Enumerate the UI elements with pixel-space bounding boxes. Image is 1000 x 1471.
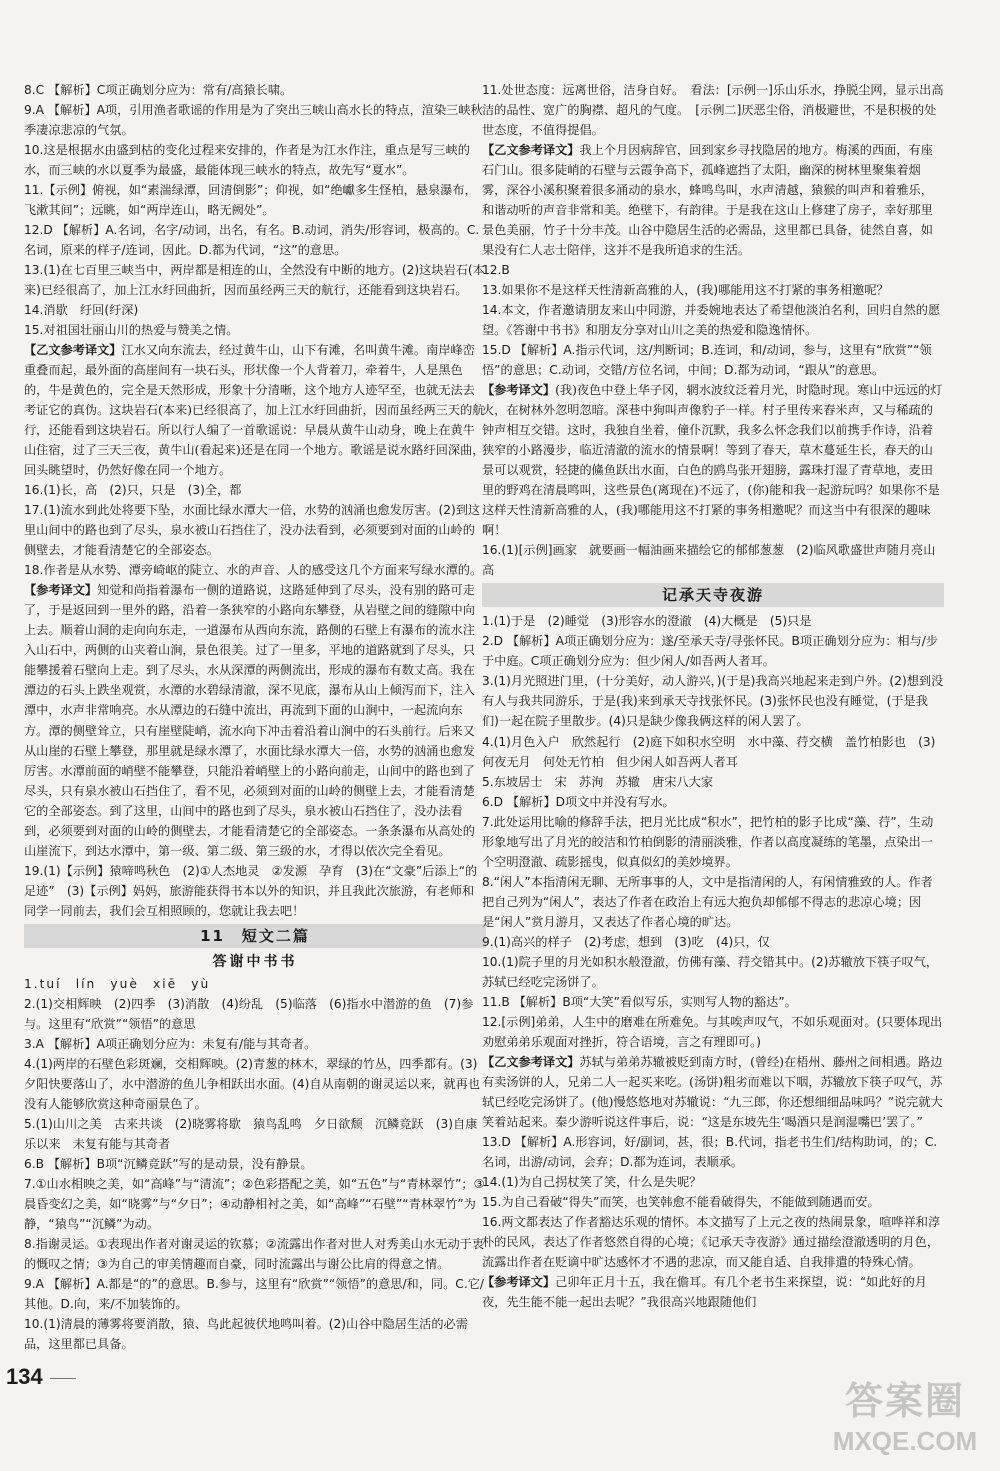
- translation-text: (我)夜色中登上华子冈，辋水波纹泛着月光，时隐时现。寒山中远远的灯火，在树林外忽明忽暗。深巷中狗叫声像豹子一样。村子里传来舂米声，又与稀疏的钟声相互交错。这时，我独自坐着，僮仆沉默，我多么怀念我们以前携手作诗，沿着狭窄的小路漫步，临近清澈的流水的情景啊！等到了春天，草木蔓延生长，春天的山景可以观赏，轻捷的鯈鱼跃出水面，白色的鸥鸟张开翅膀，露珠打湿了青草地，麦田里的野鸡在清晨鸣叫，这些景色(离现在)不远了，(你)能和我一起游玩吗？如果你不是这样天性清新高雅的人，(我)哪能用这不打紧的事务相邀呢？而这当中有很深的趣味啊！: [482, 383, 943, 538]
- answer-item: 8.指谢灵运。①表现出作者对谢灵运的钦慕；②流露出作者对世人对秀美山水无动于衷的慨叹之情；③为自己的审美情趣而自豪，同时流露出与谢公比肩的得意之情。: [24, 1236, 485, 1271]
- answer-item: 17.(1)流水到此处将要下坠，水面比绿水潭大一倍，水势的汹涌也愈发厉害。(2)到这里山间中的路也到了尽头，泉水被山石挡住了，没办法看到，必须要到对面的山岭的侧壁去，才能看清楚它的全部姿态。: [24, 503, 481, 558]
- reference-translation: [24, 340, 486, 480]
- answer-item: 15.对祖国壮丽山川的热爱与赞美之情。: [24, 323, 239, 338]
- reference-translation: [482, 380, 944, 540]
- translation-label: 【乙文参考译文】: [482, 143, 580, 158]
- translation-text: 己卯年正月十五，我在儋耳。有几个老书生来探望，说：“如此好的月夜，先生能不能一起出去呢？”我很高兴地跟随他们: [482, 1274, 927, 1309]
- answer-item: 19.(1)【示例】猿啼鸣秋色 (2)①人杰地灵 ②发源 孕育 (3)在“文豪”后添上“的足迹” (3)【示例】妈妈，旅游能获得书本以外的知识，并且我此次旅游，有老师和同学一同前去，我们会互相照顾的，您就让我去吧！: [24, 863, 478, 918]
- answer-item: 14.消歇 纡回(纡深): [24, 303, 139, 318]
- answer-item: 4.(1)两岸的石壁色彩斑斓，交相辉映。(2)青葱的林木，翠绿的竹丛，四季都有。(3)夕阳快要落山了，水中潜游的鱼儿争相跃出水面。(4)自从南朝的谢灵运以来，就再也没有人能够欣赏这种奇丽景色了。: [24, 1056, 481, 1111]
- answer-item: 16.(1)长，高 (2)只，只是 (3)全，都: [24, 483, 242, 498]
- answer-item: 13.D 【解析】A.形容词，好/副词，甚，很；B.代词，指老书生们/结构助词，的；C.名词，出游/动词，会弃；D.都为连词，表顺承。: [482, 1134, 938, 1169]
- section-title: 11 短文二篇: [24, 924, 486, 948]
- answer-item: 14.本文，作者邀请朋友来山中同游，并委婉地表达了希望他淡泊名利，回归自然的愿望。《答谢中书书》和朋友分享对山川之美的热爱和隐逸情怀。: [482, 303, 941, 338]
- translation-label: 【参考译文】: [482, 1274, 556, 1289]
- reference-translation: [482, 1052, 944, 1132]
- answer-item: 11.【示例】俯视，如“素湍绿潭，回清倒影”；仰视，如“绝巘多生怪柏，悬泉瀑布，飞漱其间”；远眺，如“两岸连山，略无阙处”。: [24, 183, 477, 218]
- answer-item: 8.C 【解析】C项正确划分应为：常有/高猿长啸。: [24, 83, 293, 97]
- reference-translation: [482, 1272, 944, 1312]
- answer-item: 16.(1)[示例]画家 就要画一幅油画来描绘它的郁郁葱葱 (2)临风歌盛世声随月亮山高: [482, 543, 936, 578]
- answer-item: 16.两文都表达了作者豁达乐观的情怀。本文描写了上元之夜的热闹景象，喧哗祥和淳朴的民风，表达了作者悠然自得的心境；《记承天寺夜游》通过描绘澄澈透明的月色，流露出作者在贬谪中旷达感怀才不遇的悲凉，而又能自适、自我排遣的特殊心情。: [482, 1214, 941, 1269]
- section-title: 记承天寺夜游: [482, 583, 944, 607]
- answer-item: 15.为自己看破“得失”而笑，也笑韩愈不能看破得失，不能做到随遇而安。: [482, 1194, 880, 1209]
- reference-translation: [482, 140, 944, 260]
- watermark-url: MXQE.COM: [832, 1426, 978, 1456]
- answer-item: 6.D 【解析】D项文中并没有写水。: [482, 794, 675, 809]
- translation-label: 【乙文参考译文】: [482, 1054, 580, 1069]
- answer-item: 10.(1)清晨的薄雾将要消散，猿、鸟此起彼伏地鸣叫着。(2)山谷中隐居生活的必需品，这里都已具备。: [24, 1316, 468, 1351]
- translation-label: 【参考译文】: [482, 383, 556, 398]
- answer-item: 9.A 【解析】A.都是“的”的意思。B.参与，这里有“欣赏”“领悟”的意思/和，同。C.它/其他。D.向，来/不加装饰的。: [24, 1276, 484, 1311]
- answer-item: 9.A 【解析】A项，引用渔者歌谣的作用是为了突出三峡山高水长的特点，渲染三峡秋季凄凉悲凉的气氛。: [24, 103, 483, 138]
- answer-item: 3.A 【解析】A项正确划分应为：未复有/能与其奇者。: [24, 1036, 317, 1051]
- translation-text: 江水又向东流去，经过黄牛山，山下有滩，名叫黄牛滩。南岸峰峦重叠而起，最外面的高崖间有一块石头，形状像一个人背着刀，牵着牛，人是黑色的，牛是黄色的，完全是天然形成，形象十分清晰，这个地方人迹罕至，也就无法去考证它的真伪。这块岩石(本来)已经很高了，加上江水纡回曲折，因而虽经两三天的航行，还能看到这块岩石。所以行人编了一首歌谣说：早晨从黄牛山动身，晚上在黄牛山住宿，过了三天三夜，黄牛山(看起来)还是在同一个地方。歌谣是说水路纡回深曲，回头眺望时，仍然好像在同一个地方。: [24, 343, 485, 478]
- answer-item: 5.东坡居士 宋 苏洵 苏辙 唐宋八大家: [482, 774, 714, 789]
- watermark-logo: [820, 1378, 990, 1468]
- answer-item: 4.(1)月色入户 欣然起行 (2)庭下如积水空明 水中藻、荇交横 盖竹柏影也 (3)何夜无月 何处无竹柏 但少闲人如吾两人者耳: [482, 734, 936, 769]
- answer-item: 11.处世态度：远离世俗，洁身自好。 看法：[示例一]乐山乐水，挣脱尘网，显示出高洁的品性、宽广的胸襟、超凡的气度。 [示例二]厌恶尘俗，消极避世，不是积极的处世态度，不值得提倡。: [482, 83, 944, 138]
- answer-item: 3.(1)月光照进门里，(十分美好，动人游兴，)(于是)我高兴地起来走到户外。(2)想到没有人与我共同游乐，于是(我)来到承天寺找张怀民。(3)张怀民也没有睡觉，(于是我们)一起在院子里散步。(4)只是缺少像我俩这样的闲人罢了。: [482, 674, 944, 729]
- answer-item: 14.(1)为自己拐杖笑了笑，什么是失呢？: [482, 1174, 702, 1189]
- translation-text: 我上个月因病辞官，回到家乡寻找隐居的地方。梅溪的西面，有座石门山。很多陡峭的石壁与云霞争高下，孤峰遮挡了太阳，幽深的树林里聚集着烟雾，深谷小溪积聚着很多涌动的泉水，蜂鸣鸟叫，水声清越，猿猴的叫声和着雅乐，和谐动听的声音非常和美。绝壁下，有韵律。于是我在这山上修建了房子，幸好那里景色美丽，竹子十分丰茂。山谷中隐居生活的必需品，这里都已具备，徒然自喜，如果没有仁人志士陪伴，这并不是我所追求的生活。: [482, 143, 933, 258]
- answer-item: 6.B 【解析】B项“沉鳞竞跃”写的是动景，没有静景。: [24, 1156, 313, 1171]
- answer-item: 2.D 【解析】A项正确划分应为：遂/至承天寺/寻张怀民。B项正确划分应为：相与/步于中庭。C项正确划分应为：但少闲人/如吾两人者耳。: [482, 634, 939, 669]
- translation-text: 苏轼与弟弟苏辙被贬到南方时，(曾经)在梧州、藤州之间相遇。路边有卖汤饼的人，兄弟二人一起买来吃。(汤饼)粗劣而难以下咽，苏辙放下筷子叹气，苏轼已经吃完汤饼了。(他)慢悠悠地对苏辙说：“九三郎，你还想细细品味吗？”说完就大笑着站起来。秦少游听说这件事后，说：“这是东坡先生‘喝酒只是润湿嘴巴’罢了。”: [482, 1054, 943, 1129]
- answer-item: 15.D 【解析】A.指示代词，这/判断词；B.连词，和/动词，参与，这里有“欣赏”“领悟”的意思；C.动词，交错/方位名词，中间；D.都为动词，“跟从”的意思。: [482, 343, 932, 378]
- answer-item: 13.(1)在七百里三峡当中，两岸都是相连的山，全然没有中断的地方。(2)这块岩石(本来)已经很高了，加上江水纡回曲折，因而虽经两三天的航行，还能看到这块岩石。: [24, 263, 485, 298]
- watermark-text: 答案圈: [844, 1381, 965, 1423]
- answer-item: 8.“闲人”本指清闲无聊、无所事事的人，文中是指清闲的人，有闲情雅致的人。作者把自己列为“闲人”，表达了作者在政治上有远大抱负却郁郁不得志的悲凉心境；因是“闲人”赏月游月，又表达了作者心境的旷达。: [482, 874, 933, 929]
- answer-item: 18.作者是从水势、潭旁崎岖的陡立、水的声音、人的感受这几个方面来写绿水潭的。: [24, 563, 483, 578]
- answer-column-left: [24, 80, 486, 1354]
- translation-text: 知觉和尚指着瀑布一侧的道路说，这路延伸到了尽头，没有别的路可走了，于是返回到一里外的路，沿着一条狭窄的小路向东攀登，从岩壁之间的缝隙中向上去。顺着山洞的走向向东走，一道瀑布从西向东流，路侧的石壁上有瀑布的流水注入山石中，两侧的山夹着山涧，景色很美。过了一里多，平地的道路就到了尽头，只能攀援着石壁向上走。到了尽头，水从深潭的两侧流出，形成的瀑布有数丈高。我在潭边的石头上跌坐观赏，水潭的水碧绿清澈，深不见底，瀑布从山上倾泻而下，注入潭中，水声非常响亮。水从潭边的石缝中流出，再流到下面的山涧中，一起流向东方。潭的侧壁耸立，只有崖壁陡峭，流水向下冲击着沿着山涧中的石头前行。后来又从山崖的石壁上攀登，那里就是绿水潭了，水面比绿水潭大一倍，水势的汹涌也愈发厉害。水潭前面的峭壁不能攀登，只能沿着峭壁上的小路向前走，山间中的路也到了尽头，只有泉水被山石挡住了，看不见，必须到对面的山岭的侧壁上去，才能看清楚它的全部姿态。到了这里，山间中的路也到了尽头，泉水被山石挡住了，没办法看到，必须要到对面的山岭的侧壁去，才能看清楚它的全部姿态。一条条瀑布从高处的山崖流下，到达水潭中，第一级、第二级、第三级的水，才得以依次完全看见。: [24, 583, 475, 858]
- section-subtitle: 答谢中书书: [212, 953, 298, 970]
- answer-item: 11.B 【解析】B项“大笑”看似写乐，实则写人物的豁达”。: [482, 994, 797, 1009]
- answer-item: 7.①山水相映之美，如“高峰”与“清流”；②色彩搭配之美，如“五色”与“青林翠竹”；③晨昏变幻之美，如“晓雾”与“夕日”；④动静相衬之美，如“高峰”“石壁”“青林翠竹”为静，“猿鸟”“沉鳞”为动。: [24, 1176, 485, 1231]
- answer-item: 10.(1)院子里的月光如积水般澄澈，仿佛有藻、荇交错其中。(2)苏辙放下筷子叹气，苏轼已经吃完汤饼了。: [482, 954, 939, 989]
- answer-item: 10.这是根据水由盛到枯的变化过程来安排的，作者是为江水作注，重点是写三峡的水，而三峡的水以夏季为最盛，最能体现三峡水的特点，故先写“夏水”。: [24, 143, 470, 178]
- answer-item: 13.如果你不是这样天性清新高雅的人，(我)哪能用这不打紧的事务相邀呢？: [482, 283, 889, 298]
- translation-label: 【参考译文】: [24, 583, 98, 598]
- pinyin-answer: 1.tuí lín yuè xiē yù: [24, 976, 211, 991]
- answer-item: 9.(1)高兴的样子 (2)考虑，想到 (3)吃 (4)只，仅: [482, 934, 770, 949]
- answer-item: 2.(1)交相辉映 (2)四季 (3)消散 (4)纷乱 (5)临落 (6)指水中潜游的鱼 (7)参与。这里有“欣赏”“领悟”的意思: [24, 996, 474, 1031]
- translation-label: 【乙文参考译文】: [24, 343, 122, 358]
- answer-item: 12.B: [482, 263, 510, 278]
- page-number: 134: [6, 1364, 43, 1389]
- answer-item: 5.(1)山川之美 古来共谈 (2)晓雾将歇 猿鸟乱鸣 夕日欲颓 沉鳞竞跃 (3)自康乐以来 未复有能与其奇者: [24, 1116, 478, 1151]
- page-number-rule: [50, 1378, 76, 1379]
- answer-item: 12.[示例]弟弟，人生中的磨难在所难免。与其唉声叹气，不如乐观面对。(只要体现出劝慰弟弟乐观面对挫折，符合语境，言之有理即可。): [482, 1014, 943, 1049]
- answer-item: 1.(1)于是 (2)睡觉 (3)形容水的澄澈 (4)大概是 (5)只是: [482, 614, 812, 629]
- answer-item: 12.D 【解析】A.名词，名字/动词，出名，有名。B.动词，消失/形容词，极高的。C.名词，原来的样子/连词，因此。D.都为代词，“这”的意思。: [24, 223, 480, 258]
- reference-translation: [24, 580, 486, 860]
- answer-item: 7.此处运用比喻的修辞手法，把月光比成“积水”，把竹柏的影子比成“藻、荇”，生动形象地写出了月光的皎洁和竹柏倒影的清丽淡雅，作者以高度凝练的笔墨，点染出一个空明澄澈、疏影摇曳，似真似幻的美妙境界。: [482, 814, 934, 869]
- answer-column-right: [482, 80, 944, 1312]
